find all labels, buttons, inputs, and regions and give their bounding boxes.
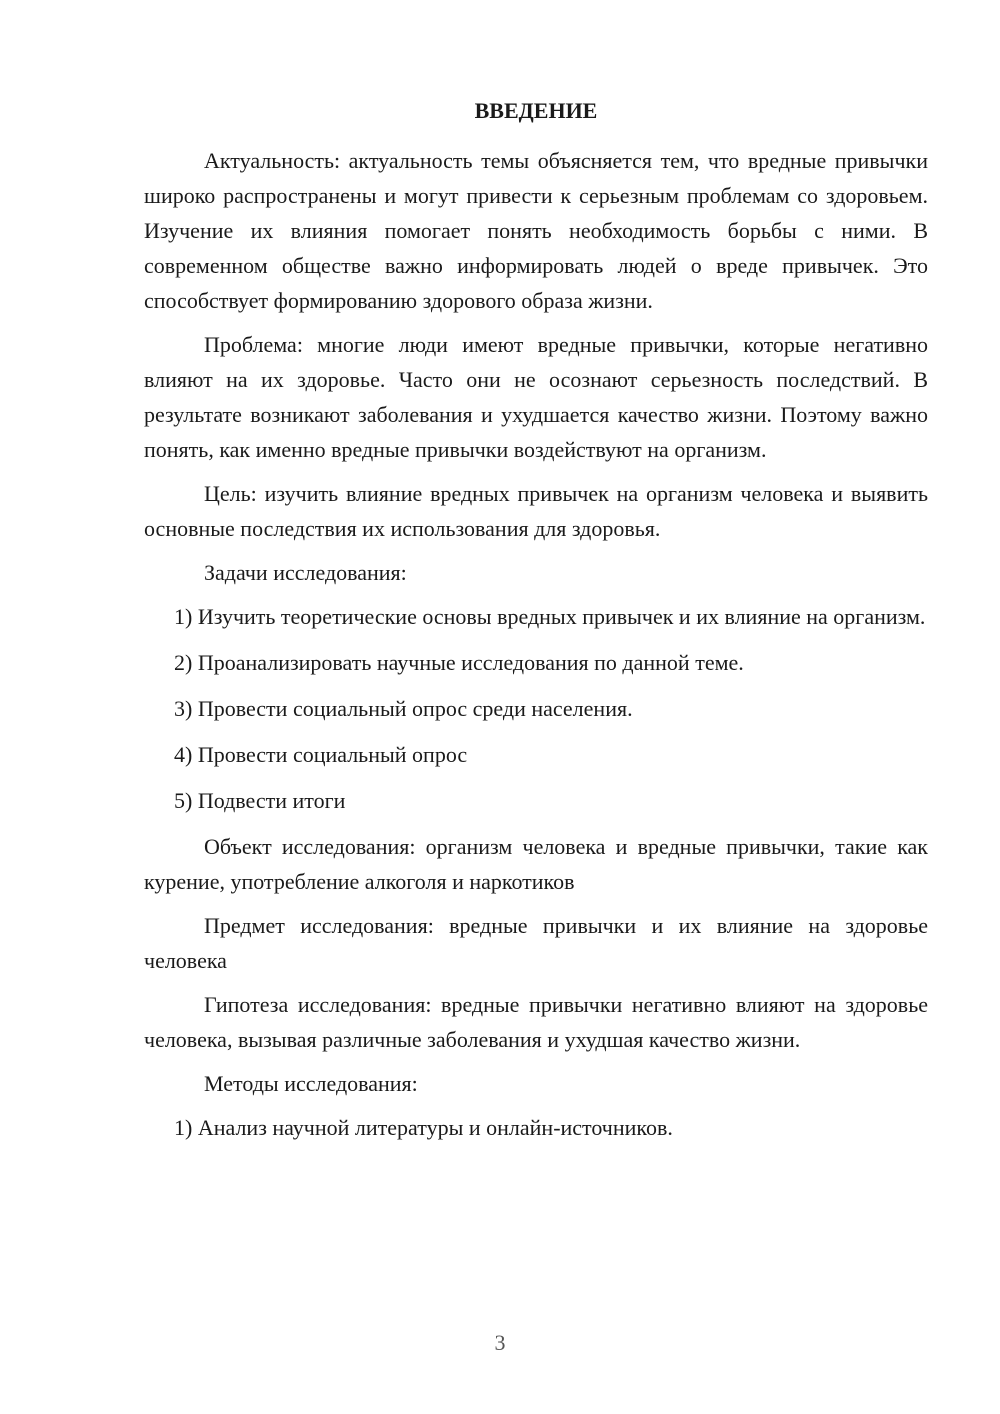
page-title: ВВЕДЕНИЕ: [474, 98, 598, 123]
goal-paragraph: Цель: изучить влияние вредных привычек на организм человека и выявить основные последствия их использования для здоровья.: [144, 481, 928, 541]
object-paragraph: Объект исследования: организм человека и вредные привычки, такие как курение, употребление алкоголя и наркотиков: [144, 834, 928, 894]
task-item-4: 4) Провести социальный опрос: [174, 742, 468, 767]
relevance-paragraph: Актуальность: актуальность темы объясняется тем, что вредные привычки широко распространены и могут привести к серьезным проблемам со здоровьем. Изучение их влияния помогает понять необходимость борьбы с ними. В современном обществе важно информировать людей о вреде привычек. Это способствует формированию здорового образа жизни.: [144, 148, 928, 313]
hypothesis-paragraph: Гипотеза исследования: вредные привычки негативно влияют на здоровье человека, вызывая различные заболевания и ухудшая качество жизни.: [144, 992, 928, 1052]
method-item-1: 1) Анализ научной литературы и онлайн-источников.: [174, 1115, 673, 1140]
problem-paragraph: Проблема: многие люди имеют вредные привычки, которые негативно влияют на их здоровье. Часто они не осознают серьезность последствий. В результате возникают заболевания и ухудшается качество жизни. Поэтому важно понять, как именно вредные привычки воздействуют на организм.: [144, 332, 928, 462]
task-item-5: 5) Подвести итоги: [174, 788, 346, 813]
methods-heading: Методы исследования:: [204, 1071, 418, 1096]
subject-paragraph: Предмет исследования: вредные привычки и их влияние на здоровье человека: [144, 913, 928, 973]
tasks-heading: Задачи исследования:: [204, 560, 407, 585]
task-item-2: 2) Проанализировать научные исследования по данной теме.: [174, 650, 744, 675]
page-number: 3: [494, 1330, 506, 1355]
task-item-1: 1) Изучить теоретические основы вредных привычек и их влияние на организм.: [174, 604, 926, 629]
task-item-3: 3) Провести социальный опрос среди населения.: [174, 696, 633, 721]
